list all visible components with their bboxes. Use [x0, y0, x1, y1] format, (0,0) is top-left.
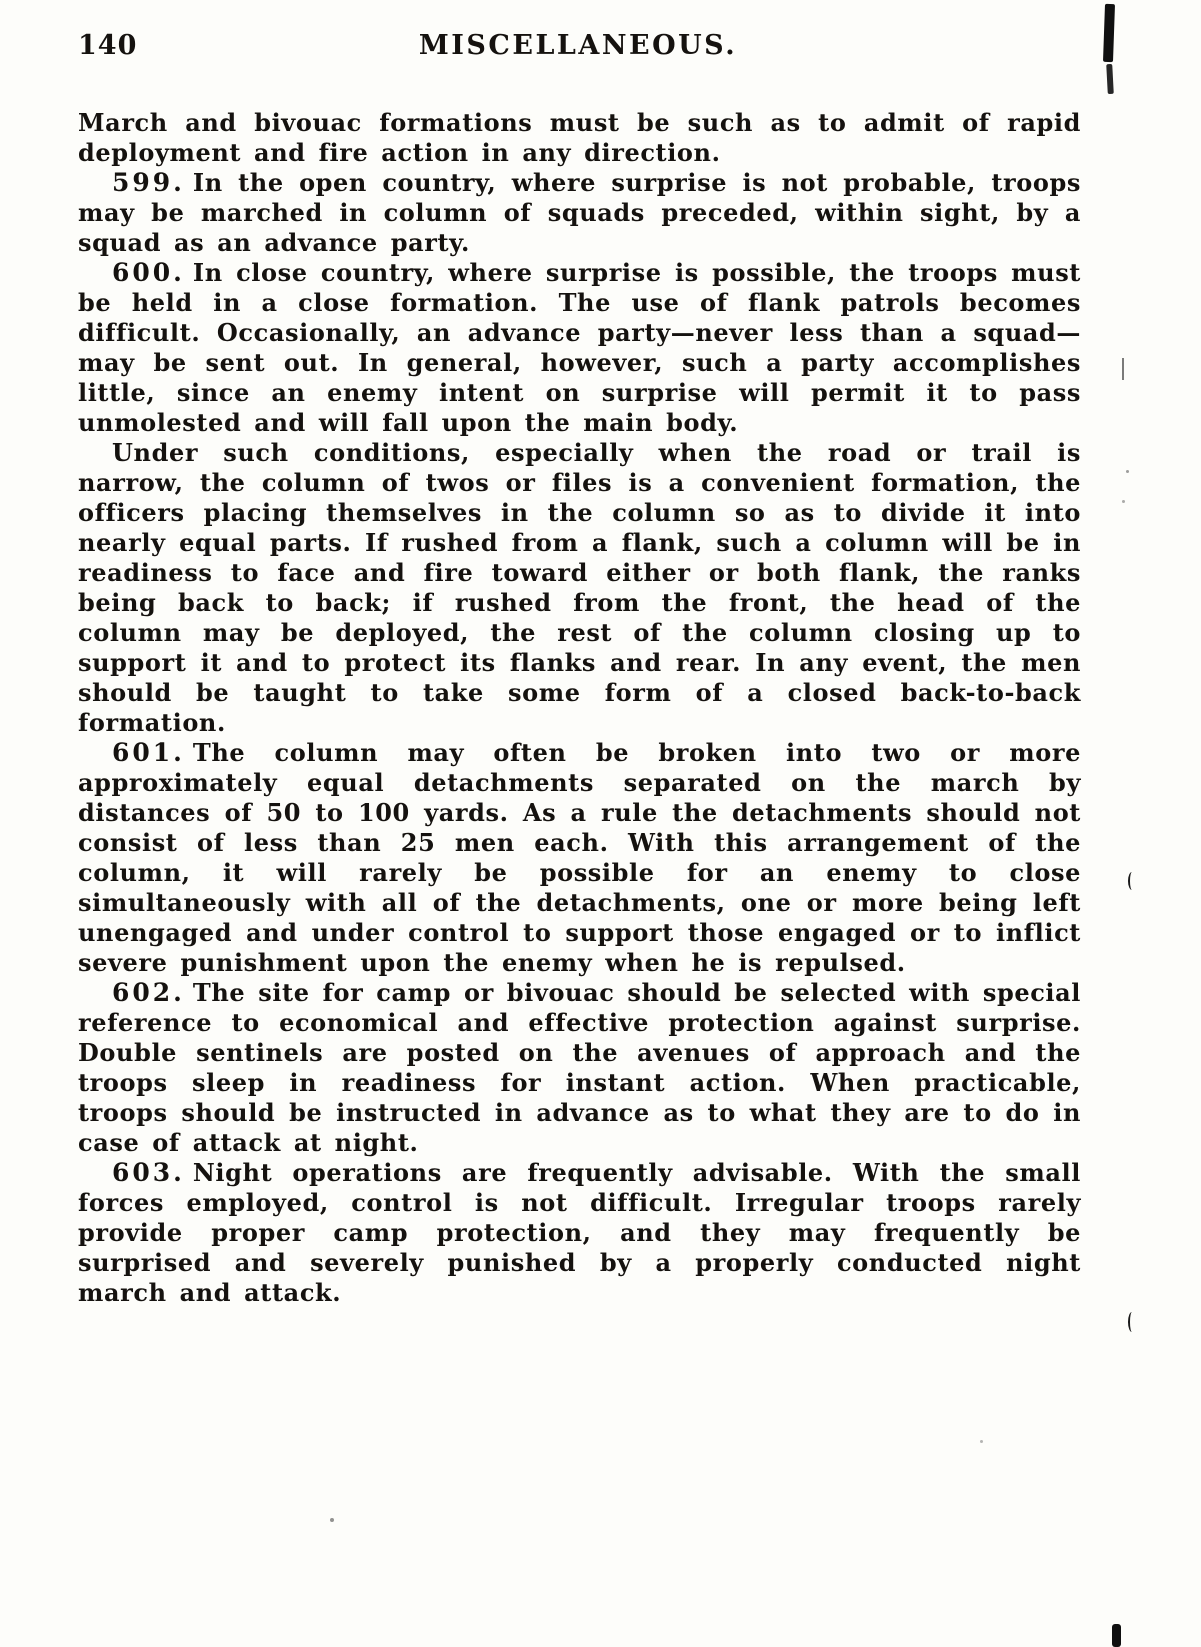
paragraph [78, 108, 1081, 168]
scan-artifact-speck [980, 1440, 983, 1443]
scan-artifact-margin-mark [1128, 1312, 1136, 1332]
paragraph-text: In the open country, where surprise is not probable, troops may be marched in column of squads preceded, within sight, by a squad as an advance party. [78, 168, 1081, 257]
paragraph-number: 602. [112, 978, 185, 1007]
paragraph [78, 738, 1081, 978]
paragraph-text: The site for camp or bivouac should be selected with special reference to economical and effective protection against surprise. Double sentinels are posted on the avenues of approach and the troops sleep in readiness for instant action. When practicable, troops should be instructed in advance as to what they are to do in case of attack at night. [78, 978, 1081, 1157]
scan-artifact-smudge [1112, 1624, 1121, 1647]
paragraph-text: March and bivouac formations must be such as to admit of rapid deployment and fire action in any direction. [78, 108, 1081, 167]
paragraph [78, 168, 1081, 258]
scan-artifact-margin-mark [1128, 872, 1136, 890]
scan-artifact-speck [330, 1518, 334, 1522]
paragraph-text: Night operations are frequently advisable. With the small forces employed, control is not difficult. Irregular troops rarely provide proper camp protection, and they may frequently be surprised and severely punished by a properly conducted night march and attack. [78, 1158, 1081, 1307]
paragraph-number: 603. [112, 1158, 185, 1187]
paragraph-text: Under such conditions, especially when the road or trail is narrow, the column of twos or files is a convenient formation, the officers placing themselves in the column so as to divide it into nearly equal parts. If rushed from a flank, such a column will be in readiness to face and fire toward either or both flank, the ranks being back to back; if rushed from the front, the head of the column may be deployed, the rest of the column closing up to support it and to protect its flanks and rear. In any event, the men should be taught to take some form of a closed back-to-back formation. [78, 438, 1081, 737]
scan-artifact-tick [1122, 358, 1124, 380]
scan-artifact-speck [1122, 500, 1125, 503]
paragraph [78, 258, 1081, 438]
paragraph [78, 978, 1081, 1158]
paragraph-text: In close country, where surprise is possible, the troops must be held in a close formation. The use of flank patrols becomes difficult. Occasionally, an advance party—never less than a squad—may be sent out. In general, however, such a party accomplishes little, since an enemy intent on surprise will permit it to pass unmolested and will fall upon the main body. [78, 258, 1081, 437]
page-title: MISCELLANEOUS. [418, 30, 738, 61]
scan-artifact-binding-mark [1103, 4, 1115, 62]
paragraph-text: The column may often be broken into two or more approximately equal detachments separated on the march by distances of 50 to 100 yards. As a rule the detachments should not consist of less than 25 men each. With this arrangement of the column, it will rarely be possible for an enemy to close simultaneously with all of the detachments, one or more being left unengaged and under control to support those engaged or to inflict severe punishment upon the enemy when he is repulsed. [78, 738, 1081, 977]
text-body [78, 108, 1081, 1308]
paragraph-number: 600. [112, 258, 185, 287]
scan-artifact-speck [1126, 470, 1129, 473]
paragraph-number: 601. [112, 738, 185, 767]
paragraph-number: 599. [112, 168, 185, 197]
page-header [0, 0, 1201, 100]
paragraph [78, 438, 1081, 738]
page-number: 140 [78, 30, 138, 61]
paragraph [78, 1158, 1081, 1308]
